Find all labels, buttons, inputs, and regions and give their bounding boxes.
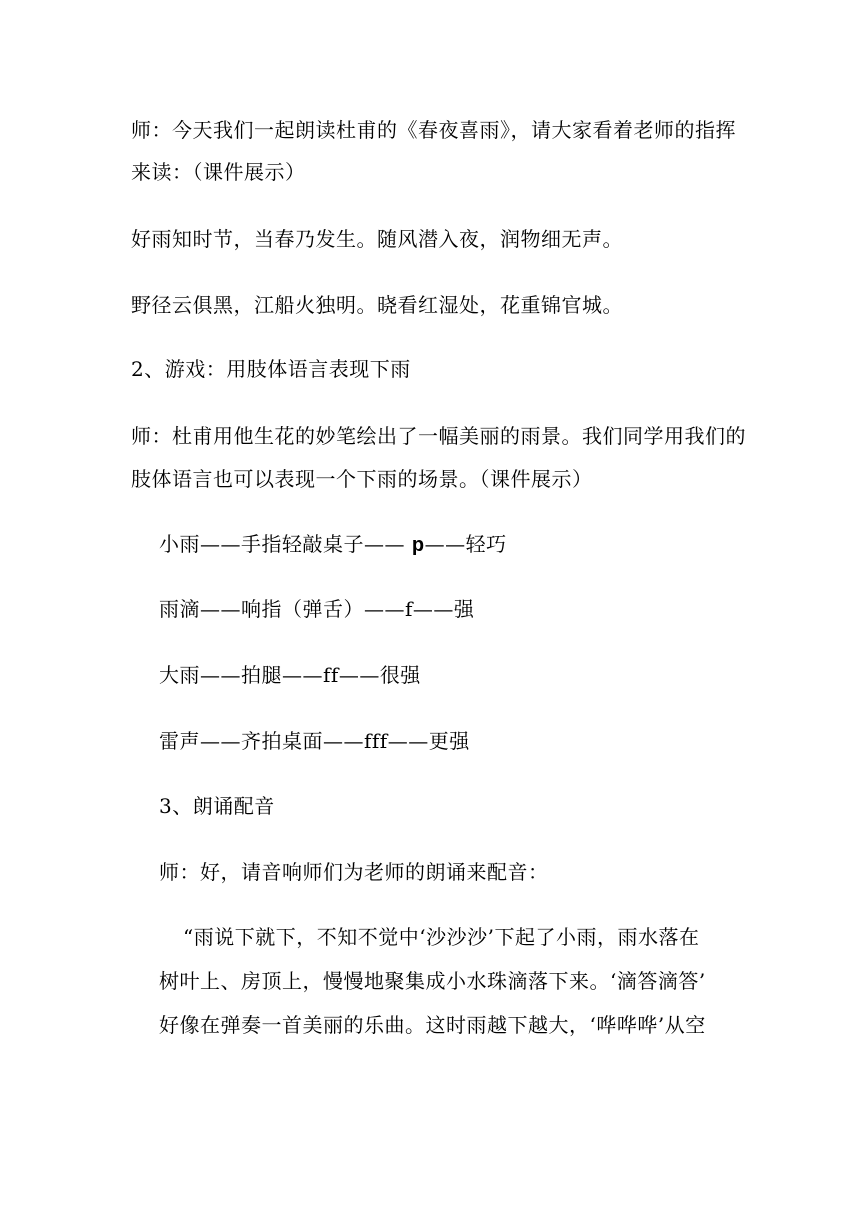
dynamics-mark: p bbox=[411, 534, 425, 556]
dynamics-item-text: ——轻巧 bbox=[424, 532, 507, 556]
section-3-heading: 3、朗诵配音 bbox=[159, 794, 275, 818]
dynamics-item-text: 雨滴——响指（弹舌）—— bbox=[159, 597, 405, 621]
dynamics-item-light-rain bbox=[159, 531, 507, 558]
dynamics-item-text: ——很强 bbox=[338, 663, 421, 687]
dynamics-item-raindrops bbox=[159, 596, 474, 622]
dynamics-item-text: 大雨——拍腿—— bbox=[159, 663, 323, 687]
section-3-text: 师：好，请音响师们为老师的朗诵来配音： bbox=[159, 860, 549, 884]
dynamics-item-thunder bbox=[159, 728, 470, 754]
recitation-line-1: “雨说下就下，不知不觉中‘沙沙沙’下起了小雨，雨水落在 bbox=[183, 925, 700, 949]
dynamics-item-text: 雷声——齐拍桌面—— bbox=[159, 729, 364, 753]
intro-line-1: 师：今天我们一起朗读杜甫的《春夜喜雨》，请大家看着老师的指挥 bbox=[131, 118, 736, 142]
dynamics-item-text: ——更强 bbox=[387, 729, 470, 753]
poem-line-1: 好雨知时节，当春乃发生。随风潜入夜，润物细无声。 bbox=[131, 227, 623, 251]
dynamics-mark: ff bbox=[323, 663, 339, 687]
poem-line-2: 野径云俱黑，江船火独明。晓看红湿处，花重锦官城。 bbox=[131, 293, 623, 317]
dynamics-item-text: ——强 bbox=[412, 597, 475, 621]
recitation-line-3: 好像在弹奏一首美丽的乐曲。这时雨越下越大，‘哗哗哗’从空 bbox=[159, 1013, 706, 1037]
dynamics-mark: fff bbox=[364, 729, 388, 753]
intro-line-2: 来读：（课件展示） bbox=[131, 160, 306, 184]
dynamics-item-heavy-rain bbox=[159, 662, 421, 688]
recitation-line-2: 树叶上、房顶上，慢慢地聚集成小水珠滴落下来。‘滴答滴答’ bbox=[159, 969, 706, 993]
dynamics-mark: f bbox=[405, 597, 413, 621]
dynamics-item-text: 小雨——手指轻敲桌子—— bbox=[159, 532, 412, 556]
section-2-text-line-1: 师：杜甫用他生花的妙笔绘出了一幅美丽的雨景。我们同学用我们的 bbox=[131, 424, 746, 448]
section-2-text-line-2: 肢体语言也可以表现一个下雨的场景。（课件展示） bbox=[131, 467, 593, 491]
section-2-heading: 2、游戏：用肢体语言表现下雨 bbox=[131, 357, 411, 381]
